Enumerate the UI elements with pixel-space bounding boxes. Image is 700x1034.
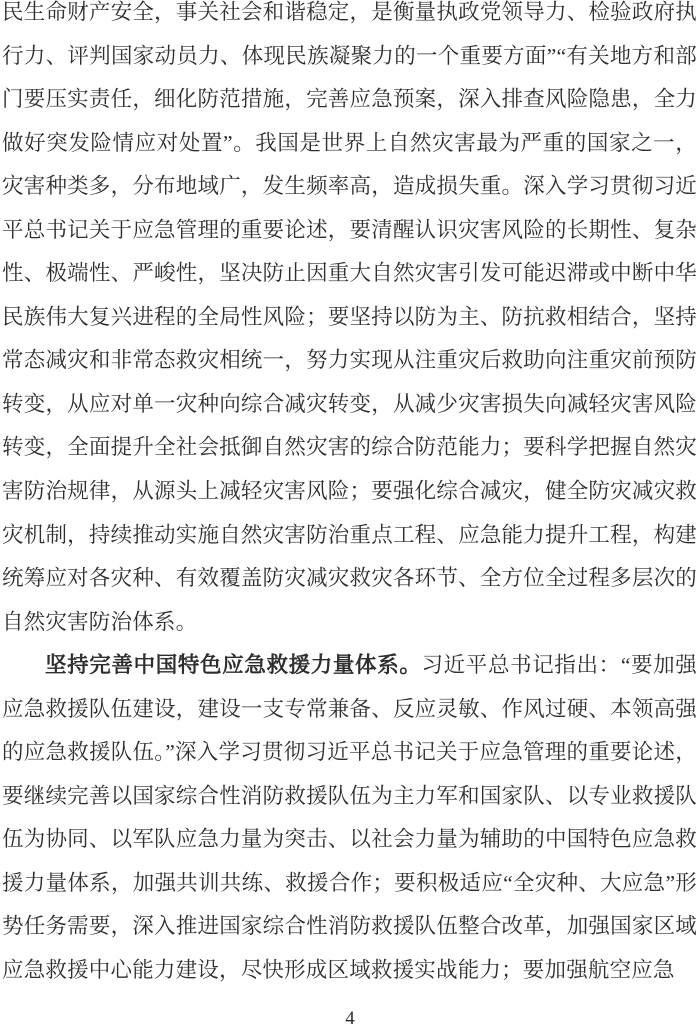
paragraph-emergency-rescue-system <box>2 644 697 992</box>
page-footer <box>0 1008 700 1030</box>
paragraph-bold-lead: 坚持完善中国特色应急救援力量体系。 <box>45 653 422 678</box>
paragraph-continuation-text: 民生命财产安全，事关社会和谐稳定，是衡量执政党领导力、检验政府执行力、评判国家动员力、体现民族凝聚力的一个重要方面”“有关地方和部门要压实责任，细化防范措施，完善应急预案，深入排查风险隐患，全力做好突发险情应对处置”。我国是世界上自然灾害最为严重的国家之一，灾害种类多，分布地域广，发生频率高，造成损失重。深入学习贯彻习近平总书记关于应急管理的重要论述，要清醒认识灾害风险的长期性、复杂性、极端性、严峻性，坚决防止因重大自然灾害引发可能迟滞或中断中华民族伟大复兴进程的全局性风险；要坚持以防为主、防抗救相结合，坚持常态减灾和非常态救灾相统一，努力实现从注重灾后救助向注重灾前预防转变，从应对单一灾种向综合减灾转变，从减少灾害损失向减轻灾害风险转变，全面提升全社会抵御自然灾害的综合防范能力；要科学把握自然灾害防治规律，从源头上减轻灾害风险；要强化综合减灾，健全防灾减灾救灾机制，持续推动实施自然灾害防治重点工程、应急能力提升工程，构建统筹应对各灾种、有效覆盖防灾减灾救灾各环节、全方位全过程多层次的自然灾害防治体系。 <box>2 0 697 634</box>
paragraph-body-text: 习近平总书记指出：“要加强应急救援队伍建设，建设一支专常兼备、反应灵敏、作风过硬、本领高强的应急救援队伍。”深入学习贯彻习近平总书记关于应急管理的重要论述，要继续完善以国家综合性消防救援队伍为主力军和国家队、以专业救援队伍为协同、以军队应急力量为突击、以社会力量为辅助的中国特色应急救援力量体系，加强共训共练、救援合作；要积极适应“全灾种、大应急”形势任务需要，深入推进国家综合性消防救援队伍整合改革，加强国家区域应急救援中心能力建设，尽快形成区域救援实战能力；要加强航空应急 <box>2 653 697 983</box>
document-text-block <box>2 0 697 993</box>
paragraph-continuation <box>2 0 697 644</box>
page-number: 4 <box>345 1008 355 1029</box>
